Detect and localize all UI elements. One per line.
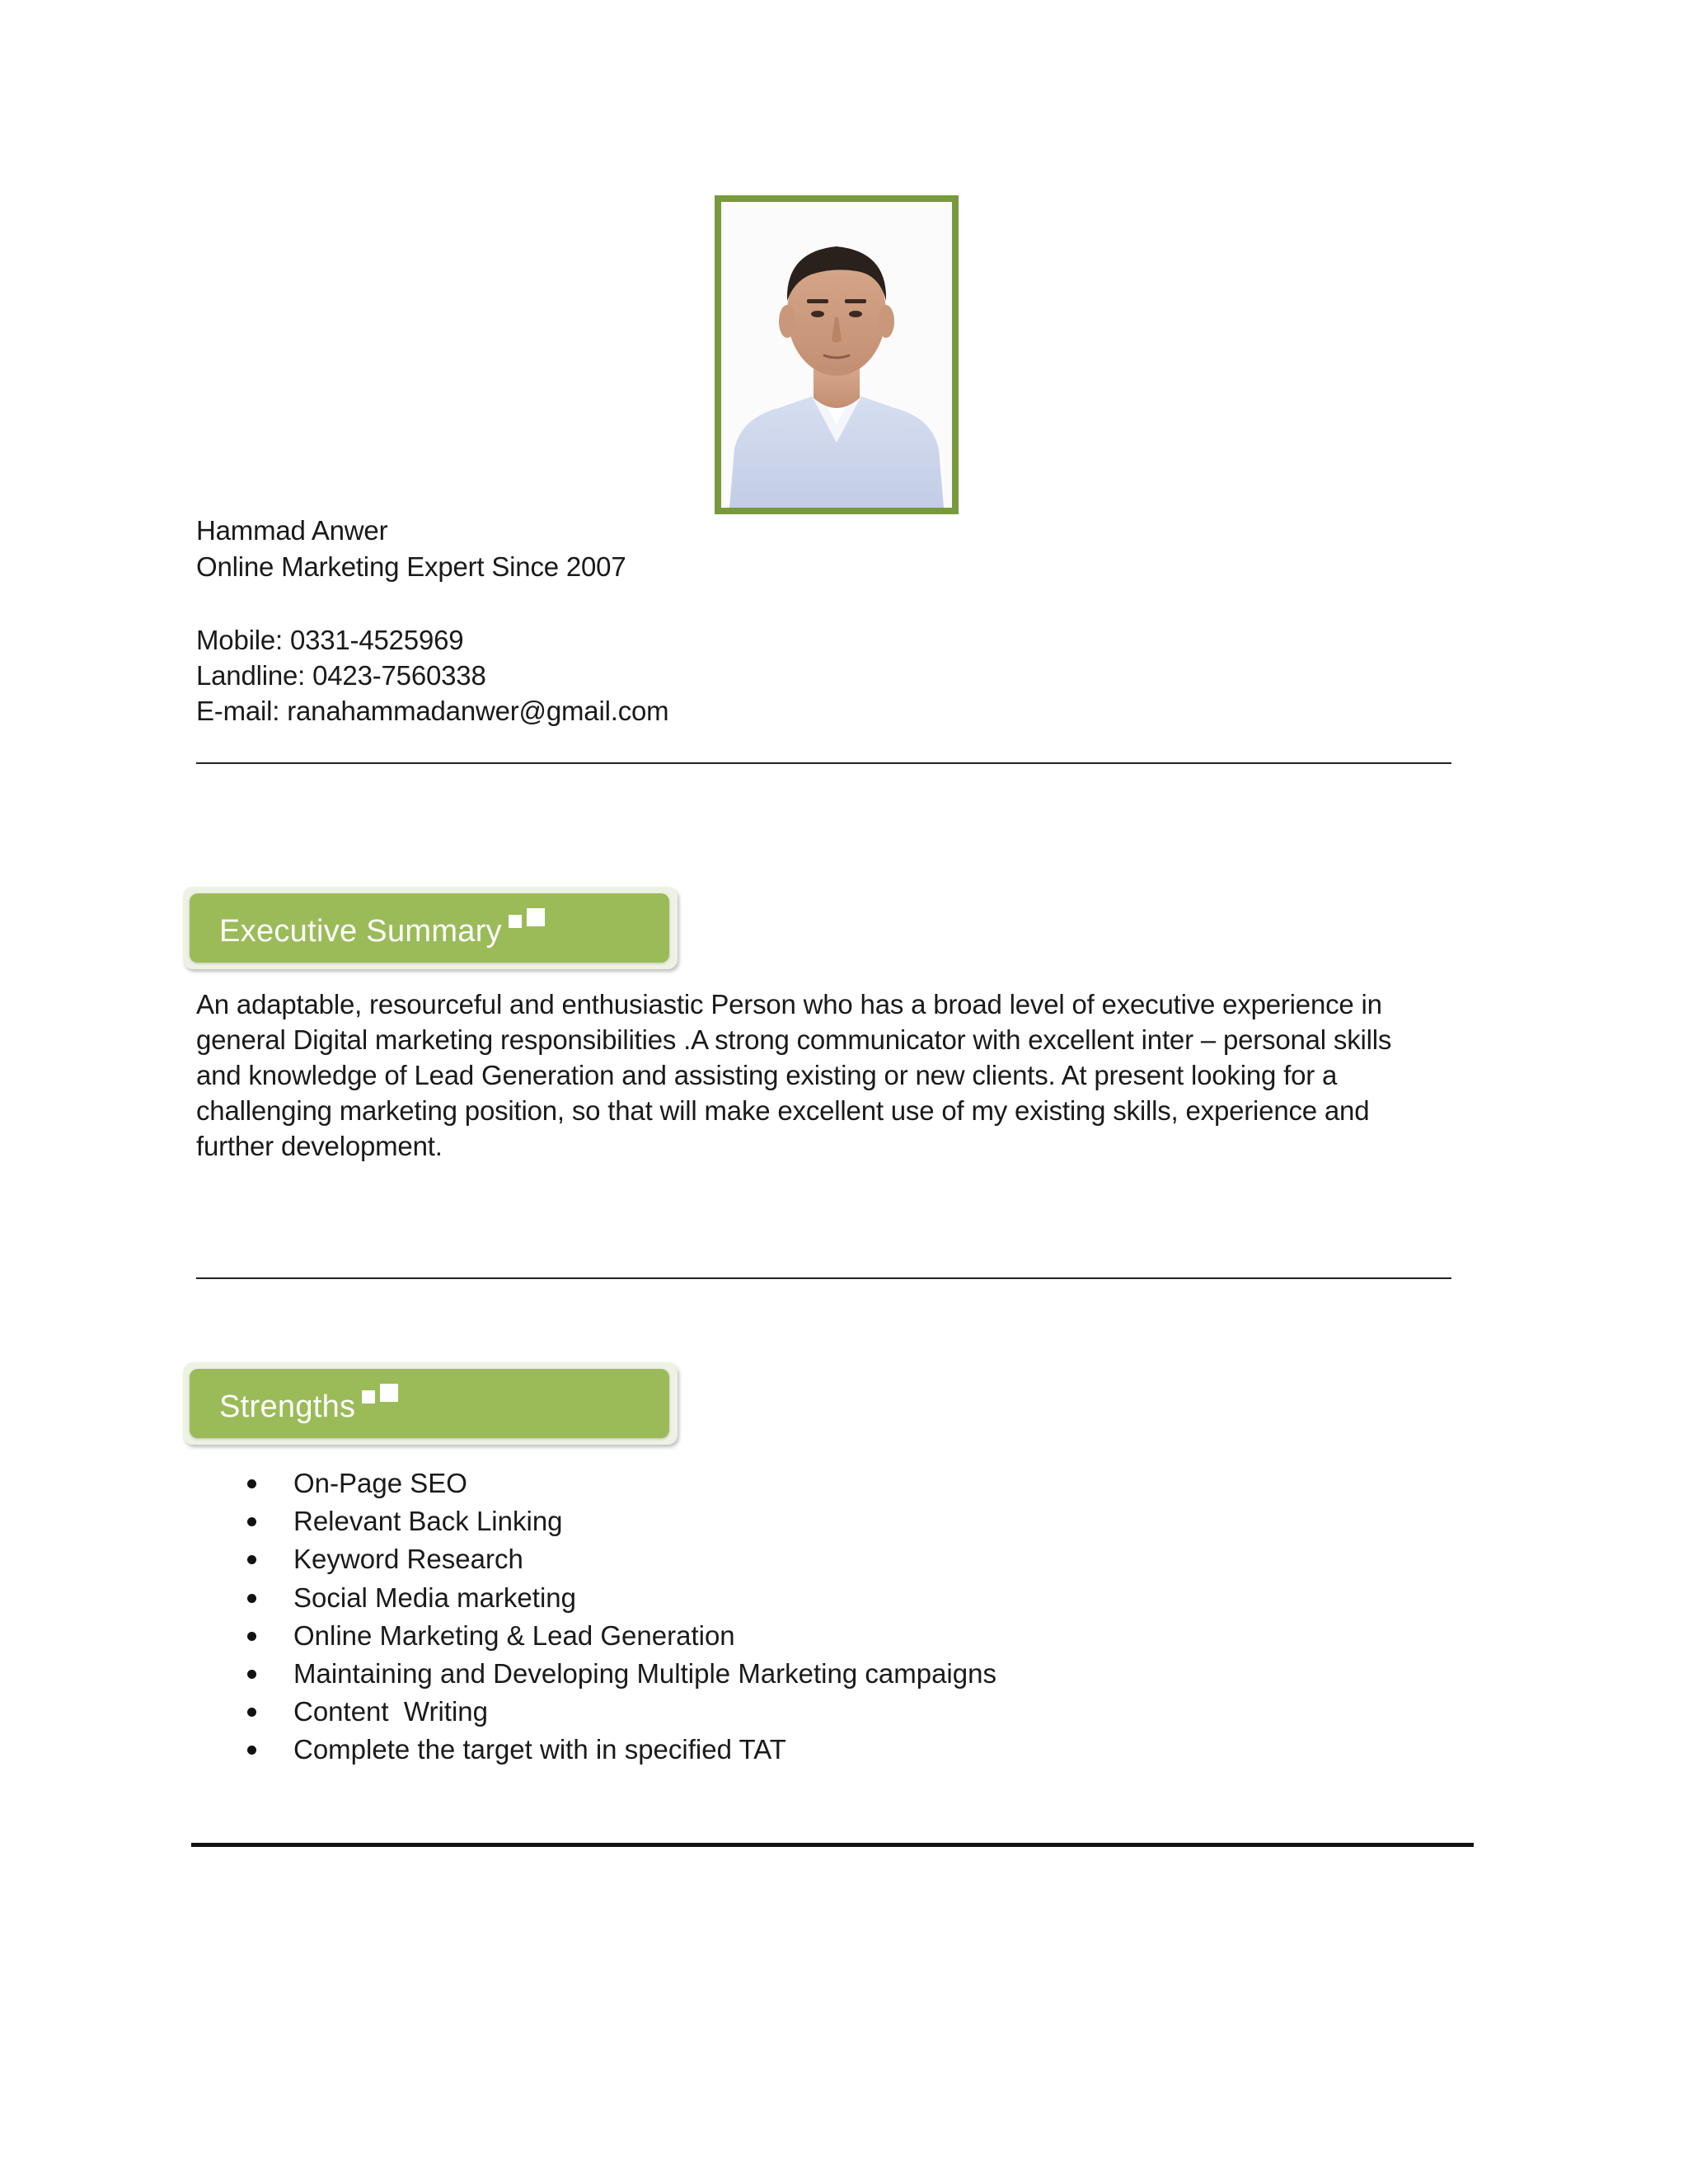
summary-line: challenging marketing position, so that will make excellent use of my existing skills, experience and: [196, 1095, 1370, 1126]
strengths-title: Strengths: [219, 1390, 356, 1424]
section-title: [219, 1387, 398, 1427]
bullet-icon: [247, 1555, 256, 1564]
summary-line: further development.: [196, 1131, 443, 1161]
bullet-icon: [247, 1594, 256, 1603]
candidate-tagline: Online Marketing Expert Since 2007: [196, 551, 626, 582]
square-decoration-icon: [362, 1384, 398, 1423]
executive-summary-text: [196, 987, 1465, 1164]
bullet-icon: [247, 1708, 256, 1717]
summary-line: general Digital marketing responsibilities .A strong communicator with excellent inter – personal skills: [196, 1024, 1392, 1055]
bullet-icon: [247, 1517, 256, 1526]
strengths-banner: [183, 1362, 679, 1448]
bullet-icon: [247, 1479, 256, 1488]
email-address: E-mail: ranahammadanwer@gmail.com: [196, 696, 669, 726]
executive-summary-title: Executive Summary: [219, 914, 502, 949]
profile-photo: [715, 195, 959, 514]
banner-face: [190, 1369, 669, 1438]
header-divider: [196, 762, 1451, 764]
landline-number: Landline: 0423-7560338: [196, 660, 486, 691]
mobile-number: Mobile: 0331-4525969: [196, 625, 464, 655]
person-portrait-icon: [721, 202, 952, 508]
summary-line: and knowledge of Lead Generation and assisting existing or new clients. At present looking for a: [196, 1060, 1338, 1090]
bullet-icon: [247, 1632, 256, 1641]
bullet-icon: [247, 1670, 256, 1679]
executive-summary-banner: [183, 887, 679, 972]
bullet-icon: [247, 1746, 256, 1755]
square-decoration-icon: [509, 908, 545, 948]
section-title: [219, 912, 545, 951]
bottom-divider: [191, 1843, 1474, 1847]
candidate-name: Hammad Anwer: [196, 515, 388, 546]
banner-face: [190, 893, 669, 963]
summary-divider: [196, 1277, 1451, 1279]
summary-line: An adaptable, resourceful and enthusiastic Person who has a broad level of executive experience in: [196, 989, 1382, 1019]
